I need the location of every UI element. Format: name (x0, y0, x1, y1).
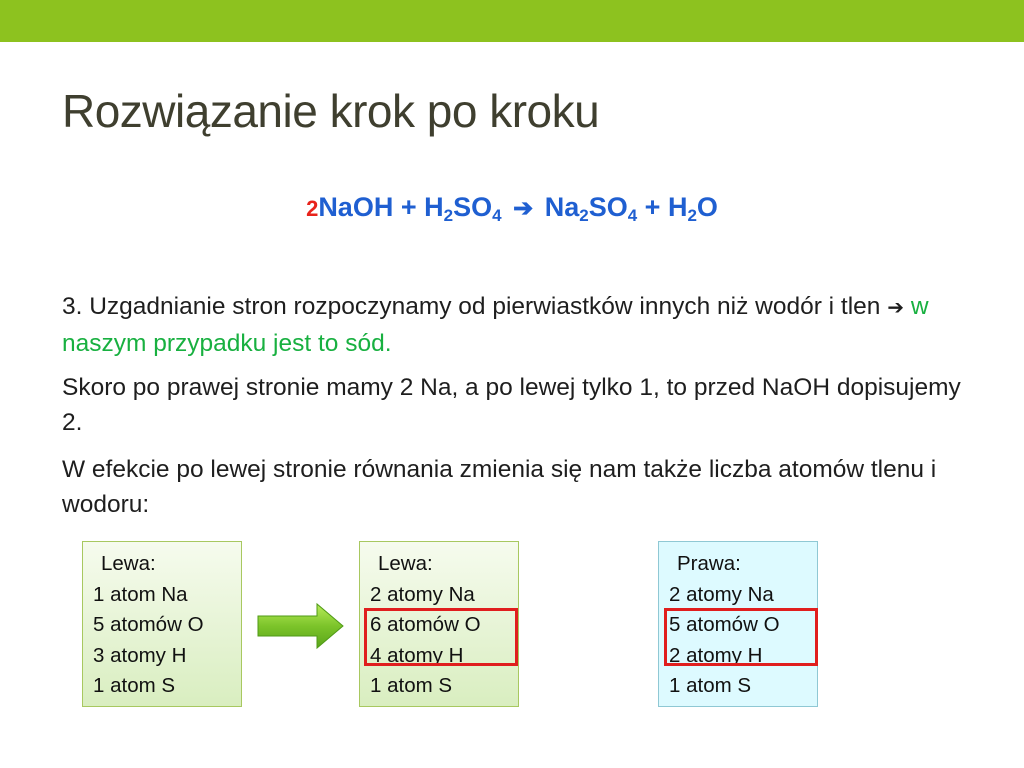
box-heading: Lewa: (378, 552, 433, 575)
box-line: 1 atom S (370, 674, 453, 697)
box-line: 2 atomy Na (370, 582, 475, 606)
inline-arrow-icon: ➔ (887, 297, 905, 319)
equation-part: + H (637, 192, 688, 222)
paragraph-explanation: Skoro po prawej stronie mamy 2 Na, a po lewej tylko 1, to przed NaOH dopisujemy 2. (62, 374, 961, 436)
box-line: 1 atom Na (93, 582, 188, 606)
equation-part: Na (544, 192, 580, 222)
slide-title: Rozwiązanie krok po kroku (62, 85, 600, 137)
box-line: 2 atomy Na (669, 582, 774, 606)
arrow-right-icon (255, 600, 347, 652)
box-line: 2 atomy H (669, 643, 763, 667)
box-line: 6 atomów O (370, 613, 481, 636)
highlight-rectangle (364, 608, 518, 666)
chemical-equation (0, 192, 1024, 223)
equation-subscript: 4 (492, 206, 502, 225)
equation-subscript: 2 (443, 206, 454, 225)
equation-part: SO (453, 192, 493, 222)
equation-subscript: 2 (579, 206, 589, 225)
paragraph-effect: W efekcie po lewej stronie równania zmienia się nam także liczba atomów tlenu i wodoru: (62, 456, 937, 518)
equation-subscript: 2 (687, 206, 697, 225)
equation-coefficient: 2 (306, 196, 319, 221)
box-line: 3 atomy H (93, 643, 187, 667)
equation-part: NaOH + H (318, 192, 444, 222)
top-accent-bar (0, 0, 1024, 42)
reaction-arrow-icon: ➔ (513, 195, 534, 222)
box-line: 5 atomów O (669, 613, 780, 636)
equation-part: SO (588, 192, 628, 222)
equation-subscript: 4 (627, 206, 638, 225)
atom-count-box-left-before (82, 541, 242, 707)
equation-part: O (696, 192, 718, 222)
box-line: 4 atomy H (370, 643, 464, 667)
box-line: 5 atomów O (93, 613, 204, 636)
highlighted-text: w naszym przypadku jest to sód. (62, 293, 929, 357)
paragraph-step-3 (62, 289, 982, 361)
box-line: 1 atom S (93, 674, 176, 697)
box-heading: Lewa: (101, 552, 156, 575)
paragraph-text: 3. Uzgadnianie stron rozpoczynamy od pierwiastków innych niż wodór i tlen (62, 293, 888, 320)
box-heading: Prawa: (677, 552, 741, 575)
box-line: 1 atom S (669, 674, 752, 697)
highlight-rectangle (664, 608, 818, 666)
